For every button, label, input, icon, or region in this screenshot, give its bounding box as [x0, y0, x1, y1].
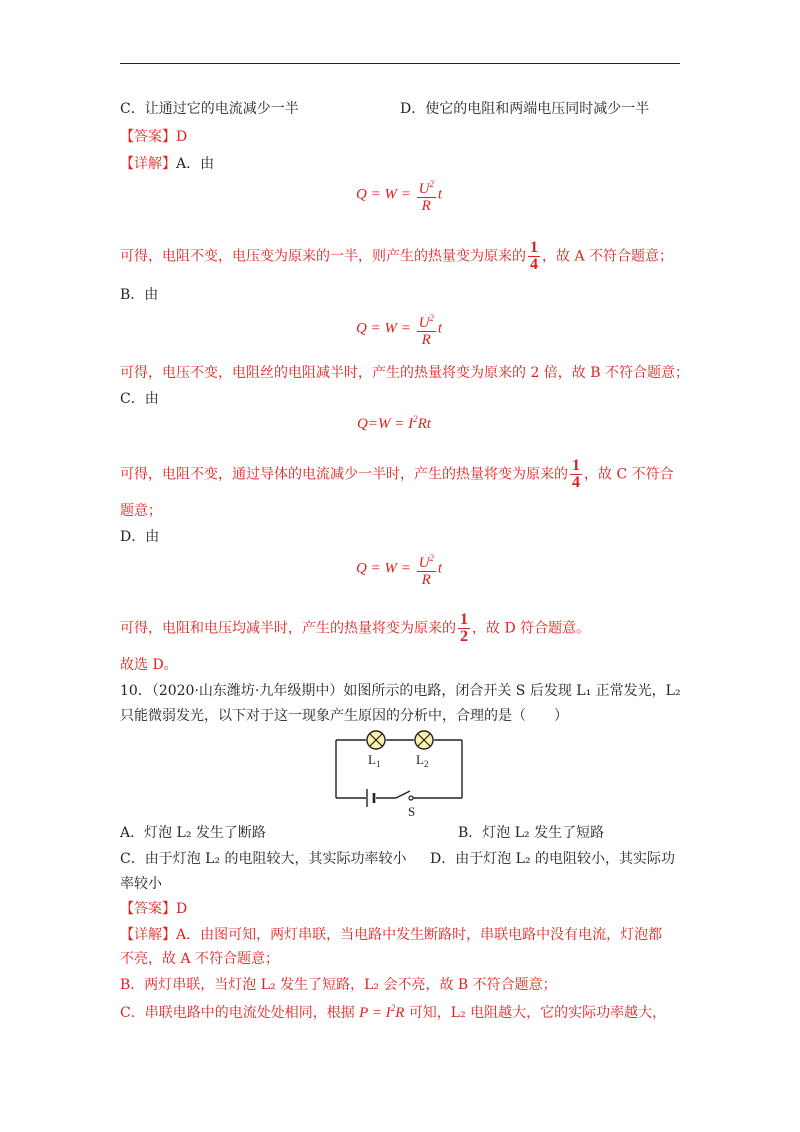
frac-den: 2 [460, 628, 468, 645]
numerator-u: U [418, 315, 430, 331]
a-text: 可得，电阻不变，电压变为原来的一半，则产生的热量变为原来的 [120, 248, 526, 265]
formula-q-w-u2r-1 [356, 176, 442, 214]
battery-icon [367, 789, 374, 807]
label-l2: $L_2$ [416, 752, 429, 769]
a-line1: A．由图可知，两灯串联，当电路中发生断路时，串联电路中没有电流，灯泡都 [176, 927, 663, 943]
c-post: 可知，L₂ 电阻越大，它的实际功率越大， [408, 1005, 667, 1021]
c-pre: C．串联电路中的电流处处相同，根据 [120, 1005, 355, 1021]
formula-lhs: Q = W = [356, 560, 411, 577]
q10-option-d-cont: 率较小 [120, 876, 162, 892]
answer-value: D [176, 901, 188, 917]
exponent: 2 [429, 179, 434, 189]
q9-b-explanation: 可得，电压不变，电阻丝的电阻减半时，产生的热量将变为原来的 2 倍，故 B 不符合题意； [120, 365, 689, 381]
c-text: 可得，电阻不变，通过导体的电流减少一半时，产生的热量将变为原来的 [120, 466, 568, 483]
frac-num: 1 [460, 611, 468, 628]
q9-option-c: C．让通过它的电流减少一半 [120, 101, 299, 117]
q10-option-b: B．灯泡 L₂ 发生了短路 [458, 825, 605, 841]
q9-a-explanation [120, 240, 673, 273]
exponent: 2 [429, 553, 434, 563]
q9-b-label: B．由 [120, 287, 159, 303]
q9-answer [120, 126, 187, 146]
denominator-r: R [417, 331, 436, 348]
part-a-label: A．由 [176, 156, 215, 172]
formula-p: P = I [359, 1005, 391, 1021]
q10-detail-c [120, 1002, 666, 1022]
header-rule [120, 63, 680, 64]
denominator-r: R [417, 197, 436, 214]
q10-detail-a-line1 [120, 924, 662, 944]
exponent: 2 [390, 1003, 396, 1013]
switch-icon [396, 791, 413, 800]
formula-power [359, 1005, 404, 1021]
q10-option-c: C．由于灯泡 L₂ 的电阻较大，其实际功率较小 [120, 851, 407, 867]
fraction-one-quarter [570, 458, 582, 491]
q9-detail-a-label [120, 153, 214, 173]
q9-d-explanation [120, 612, 590, 645]
q10-option-d: D．由于灯泡 L₂ 的电阻较小，其实际功 [430, 851, 676, 867]
q10-stem-line2: 只能微弱发光，以下对于这一现象产生原因的分析中，合理的是（ ） [120, 708, 568, 724]
detail-tag: 【详解】 [120, 927, 176, 943]
label-switch: S [408, 804, 416, 819]
d-text: 可得，电阻和电压均减半时，产生的热量将变为原来的 [120, 620, 456, 637]
numerator-u: U [418, 181, 430, 197]
exponent: 2 [429, 313, 434, 323]
q9-option-d: D．使它的电阻和两端电压同时减少一半 [400, 101, 650, 117]
fraction [417, 310, 436, 348]
fraction-one-quarter [528, 240, 540, 273]
frac-num: 1 [530, 239, 538, 256]
q9-d-label: D．由 [120, 529, 160, 545]
formula-t: t [437, 186, 443, 203]
fraction-one-half [458, 612, 470, 645]
fraction [417, 176, 436, 214]
lamp-l2-icon [415, 731, 433, 749]
formula-joule-law [357, 414, 431, 433]
formula-t: t [437, 320, 443, 337]
exponent: 2 [413, 414, 418, 424]
formula-t: t [437, 560, 443, 577]
frac-den: 4 [530, 256, 538, 273]
formula-lhs: Q = W = [356, 320, 411, 337]
q9-c-explanation [120, 458, 674, 491]
q10-detail-a-line2: 不亮，故 A 不符合题意； [120, 951, 280, 967]
q9-conclusion: 故选 D。 [120, 657, 178, 673]
answer-tag: 【答案】 [120, 901, 176, 917]
denominator-r: R [417, 571, 436, 588]
fraction [417, 550, 436, 588]
formula-q-w-u2r-3 [356, 550, 442, 588]
q9-c-explanation-2: 题意； [120, 503, 162, 519]
formula-joule-rhs: Rt [417, 416, 431, 432]
formula-lhs: Q = W = [356, 186, 411, 203]
frac-den: 4 [572, 474, 580, 491]
formula-r: R [395, 1005, 405, 1021]
q10-answer [120, 898, 187, 918]
answer-value: D [176, 129, 188, 145]
formula-joule-lhs: Q=W = I [357, 416, 414, 432]
formula-q-w-u2r-2 [356, 310, 442, 348]
detail-tag: 【详解】 [120, 156, 176, 172]
label-l1: $L_1$ [368, 752, 381, 769]
q10-option-a: A．灯泡 L₂ 发生了断路 [120, 825, 266, 841]
lamp-l1-icon [367, 731, 385, 749]
a-tail: ，故 A 不符合题意； [542, 248, 674, 265]
d-tail: ，故 D 符合题意。 [472, 620, 591, 637]
q10-detail-b: B．两灯串联，当灯泡 L₂ 发生了短路，L₂ 会不亮，故 B 不符合题意； [120, 977, 557, 993]
numerator-u: U [418, 555, 430, 571]
circuit-diagram [330, 728, 470, 820]
frac-num: 1 [572, 457, 580, 474]
c-tail: ，故 C 不符合 [584, 466, 674, 483]
q9-c-label: C．由 [120, 391, 159, 407]
answer-tag: 【答案】 [120, 129, 176, 145]
q10-stem-line1: 10．（2020·山东潍坊·九年级期中）如图所示的电路，闭合开关 S 后发现 L₁ 正常发光，L₂ [120, 683, 681, 699]
